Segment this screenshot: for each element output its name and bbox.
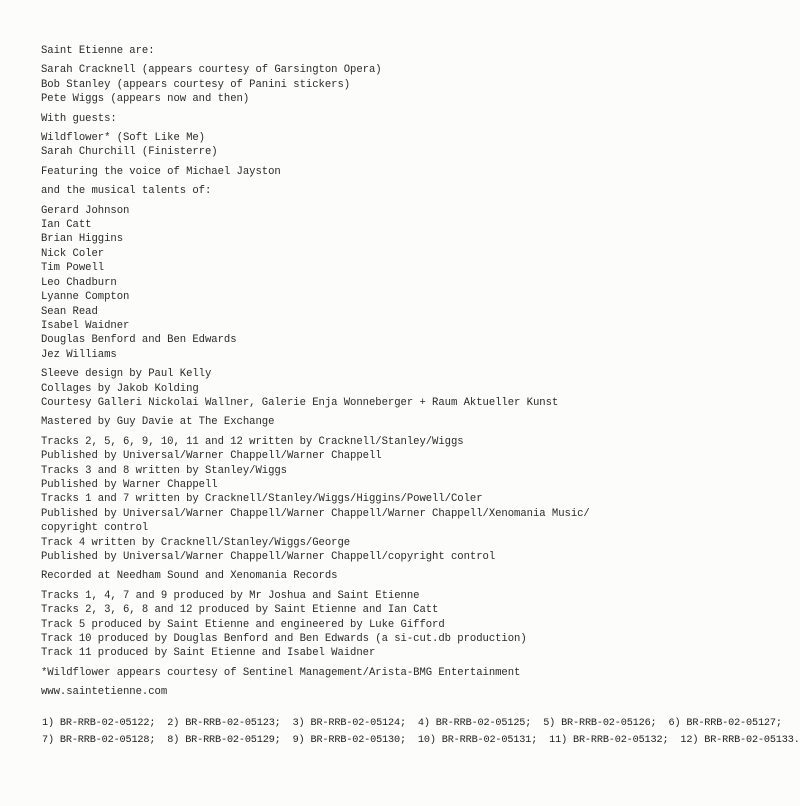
isrc-entry [167, 735, 286, 746]
musician-line: Nick Coler [41, 247, 105, 260]
track-number: 6) [668, 718, 681, 729]
isrc-code: BR-RRB-02-05132; [573, 735, 669, 746]
isrc-code: BR-RRB-02-05133. [704, 735, 800, 746]
design-line: Sleeve design by Paul Kelly [41, 368, 212, 381]
talents-heading: and the musical talents of: [41, 185, 212, 198]
voice-credit: Featuring the voice of Michael Jayston [41, 165, 281, 178]
member-line: Pete Wiggs (appears now and then) [41, 93, 250, 106]
musician-line: Ian Catt [41, 219, 92, 232]
publishing-line: Tracks 2, 5, 6, 9, 10, 11 and 12 written by Cracknell/Stanley/Wiggs [41, 435, 464, 448]
isrc-entry [418, 718, 537, 729]
production-line: Track 5 produced by Saint Etienne and engineered by Luke Gifford [41, 618, 445, 631]
band-members [41, 63, 781, 106]
wildflower-note: *Wildflower appears courtesy of Sentinel Management/Arista-BMG Entertainment [41, 666, 521, 679]
production-line: Track 10 produced by Douglas Benford and Ben Edwards (a si-cut.db production) [41, 633, 527, 646]
musician-line: Leo Chadburn [41, 276, 117, 289]
musician-line: Lyanne Compton [41, 291, 130, 304]
track-number: 2) [167, 718, 180, 729]
track-number: 1) [42, 718, 54, 729]
musicians-list [41, 204, 781, 362]
publishing-line: Tracks 3 and 8 written by Stanley/Wiggs [41, 464, 287, 477]
guest-line: Sarah Churchill (Finisterre) [41, 146, 218, 159]
isrc-code: BR-RRB-02-05122; [59, 718, 156, 729]
isrc-code: BR-RRB-02-05123; [185, 718, 281, 729]
publishing-line: copyright control [41, 522, 149, 535]
isrc-entry [293, 718, 412, 729]
isrc-entry [549, 735, 674, 746]
publishing-credits [41, 435, 781, 565]
design-line: Courtesy Galleri Nickolai Wallner, Galerie Enja Wonneberger + Raum Aktueller Kunst [41, 396, 559, 409]
isrc-codes [42, 715, 800, 749]
publishing-line: Published by Universal/Warner Chappell/Warner Chappell/copyright control [41, 551, 496, 563]
track-number: 3) [292, 718, 305, 729]
isrc-code: BR-RRB-02-05131; [441, 735, 538, 746]
guests-heading: With guests: [41, 112, 117, 125]
musician-line: Sean Read [41, 305, 98, 318]
track-number: 8) [167, 735, 180, 746]
isrc-entry [167, 718, 286, 729]
isrc-entry [418, 735, 543, 746]
mastering-credit: Mastered by Guy Davie at The Exchange [41, 416, 275, 429]
musician-line: Tim Powell [41, 262, 105, 275]
track-number: 5) [543, 718, 556, 729]
isrc-entry [543, 718, 662, 729]
recording-credit: Recorded at Needham Sound and Xenomania Records [41, 570, 338, 583]
guest-line: Wildflower* (Soft Like Me) [41, 132, 205, 145]
design-credits [41, 367, 781, 410]
isrc-line-1 [42, 715, 792, 732]
publishing-line: Published by Warner Chappell [41, 478, 218, 491]
musician-line: Isabel Waidner [41, 319, 130, 332]
isrc-entry [42, 718, 161, 729]
track-number: 4) [417, 718, 430, 729]
isrc-entry [668, 718, 781, 729]
production-line: Track 11 produced by Saint Etienne and Isabel Waidner [41, 647, 376, 660]
track-number: 9) [292, 735, 305, 746]
publishing-line: Published by Universal/Warner Chappell/Warner Chappell/Warner Chappell/Xenomania Music/ [41, 507, 590, 520]
website-url: www.saintetienne.com [41, 686, 168, 699]
publishing-line: Published by Universal/Warner Chappell/Warner Chappell [41, 450, 382, 463]
isrc-line-2 [42, 732, 800, 749]
publishing-line: Track 4 written by Cracknell/Stanley/Wiggs/George [41, 536, 351, 549]
production-line: Tracks 2, 3, 6, 8 and 12 produced by Saint Etienne and Ian Catt [41, 604, 439, 617]
musician-line: Jez Williams [41, 348, 117, 361]
isrc-code: BR-RRB-02-05127; [686, 718, 782, 729]
publishing-line: Tracks 1 and 7 written by Cracknell/Stanley/Wiggs/Higgins/Powell/Coler [41, 493, 483, 506]
production-line: Tracks 1, 4, 7 and 9 produced by Mr Joshua and Saint Etienne [41, 589, 420, 602]
musician-line: Brian Higgins [41, 233, 123, 246]
isrc-entry [680, 735, 799, 746]
isrc-code: BR-RRB-02-05128; [59, 735, 156, 746]
member-line: Sarah Cracknell (appears courtesy of Garsington Opera) [41, 64, 382, 77]
isrc-entry [42, 735, 161, 746]
musician-line: Douglas Benford and Ben Edwards [41, 334, 237, 347]
isrc-code: BR-RRB-02-05129; [185, 735, 281, 746]
track-number: 11) [549, 735, 568, 746]
isrc-code: BR-RRB-02-05124; [310, 718, 406, 729]
musician-line: Gerard Johnson [41, 204, 130, 217]
isrc-code: BR-RRB-02-05130; [310, 735, 406, 746]
credits-block [41, 44, 781, 700]
design-line: Collages by Jakob Kolding [41, 382, 199, 395]
production-credits [41, 589, 781, 661]
isrc-code: BR-RRB-02-05126; [561, 718, 657, 729]
track-number: 12) [680, 735, 699, 746]
track-number: 7) [42, 735, 54, 746]
guests-list [41, 131, 781, 160]
track-number: 10) [417, 735, 436, 746]
isrc-code: BR-RRB-02-05125; [435, 718, 532, 729]
member-line: Bob Stanley (appears courtesy of Panini stickers) [41, 78, 351, 91]
band-intro: Saint Etienne are: [41, 45, 155, 57]
isrc-entry [293, 735, 412, 746]
